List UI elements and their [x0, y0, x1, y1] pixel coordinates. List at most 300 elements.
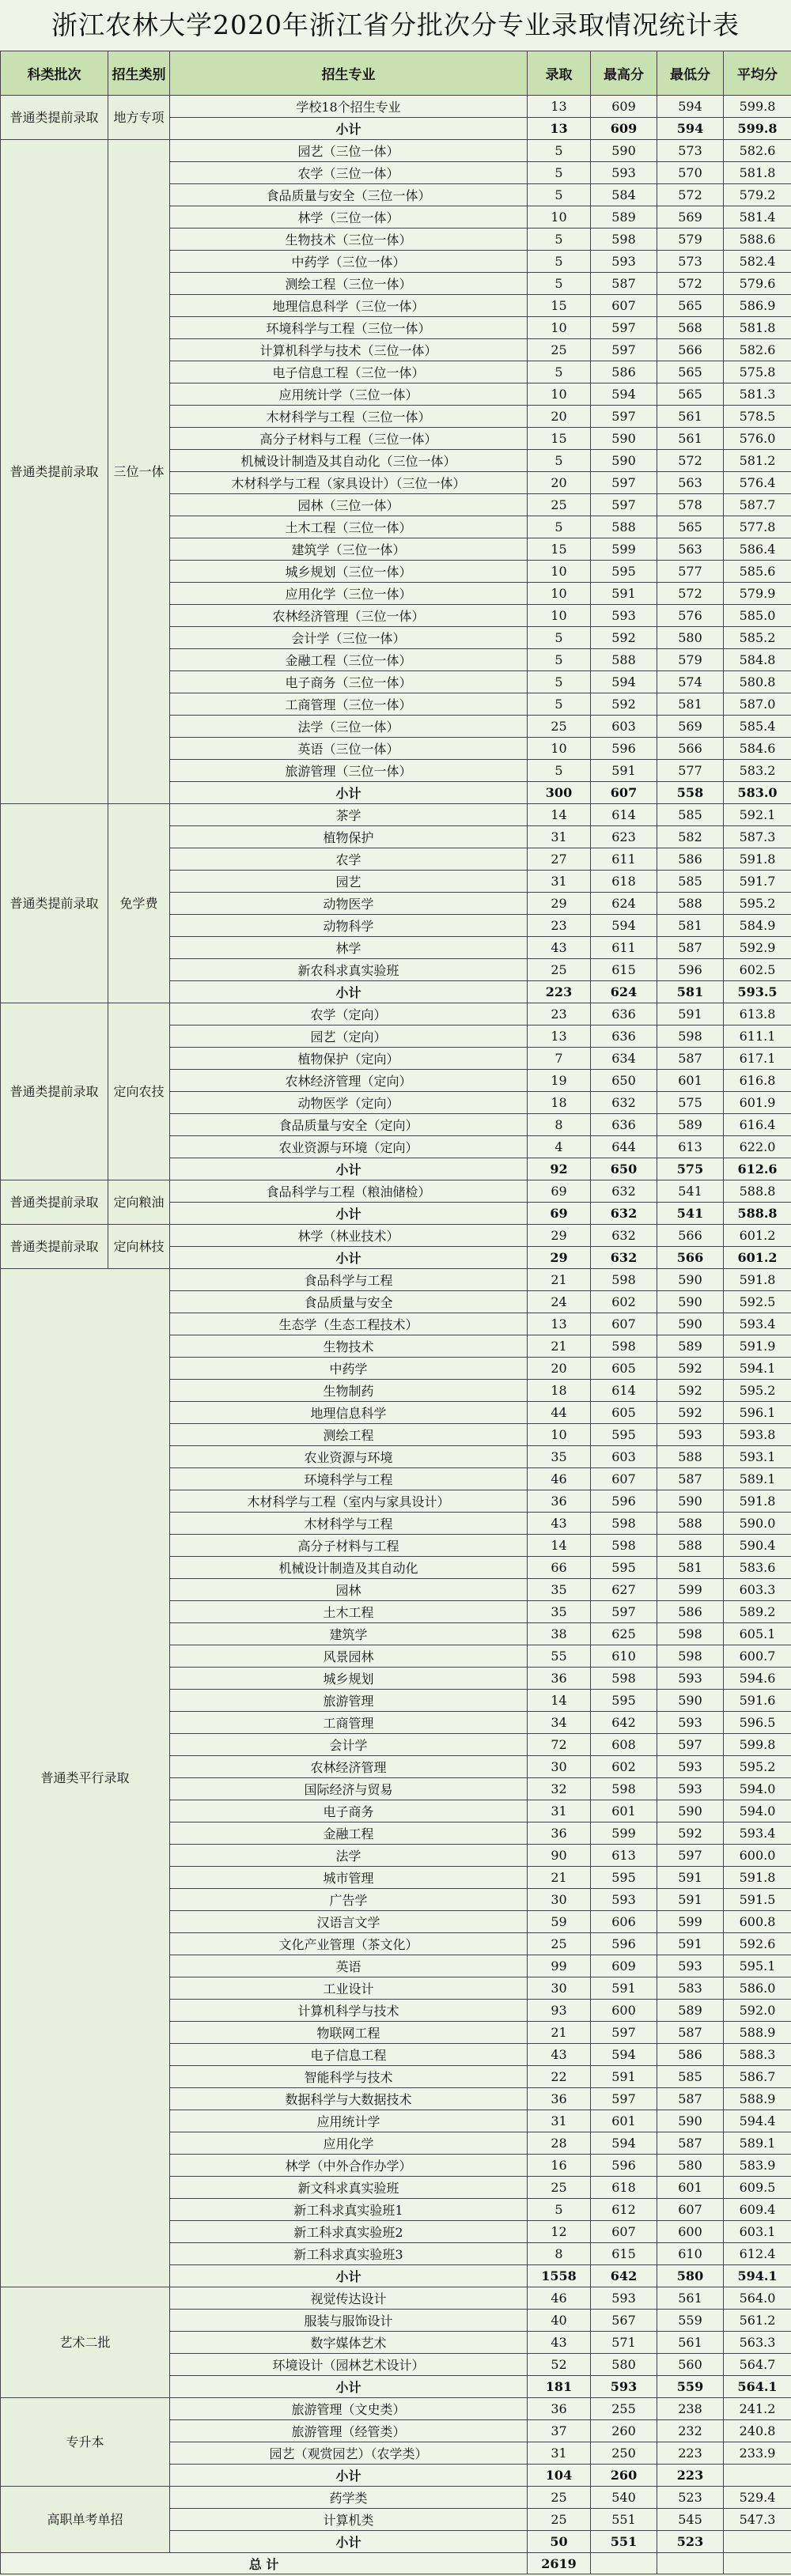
subtotal-count: 92 [528, 1158, 591, 1180]
table-row [1, 2287, 791, 2310]
cell-major: 中药学（三位一体） [170, 251, 528, 273]
cell-min: 238 [657, 2398, 724, 2420]
cell-min: 582 [657, 826, 724, 848]
cell-avg: 588.3 [724, 2044, 791, 2066]
cell-major: 工商管理（三位一体） [170, 693, 528, 716]
header-avg: 平均分 [724, 51, 791, 96]
cell-min: 590 [657, 1269, 724, 1291]
table-row [1, 1003, 791, 1025]
cell-count: 25 [528, 2509, 591, 2531]
cell-max: 540 [591, 2487, 657, 2509]
cell-max: 601 [591, 1800, 657, 1822]
level-cell: 艺术二批 [1, 2287, 170, 2398]
cell-min: 588 [657, 1535, 724, 1557]
cell-avg: 586.0 [724, 1977, 791, 2000]
cell-major: 农林经济管理（三位一体） [170, 605, 528, 627]
cell-max: 618 [591, 2177, 657, 2199]
cell-min: 581 [657, 915, 724, 937]
level-cell: 普通类提前录取 [1, 1003, 108, 1180]
cell-max: 606 [591, 1911, 657, 1933]
cell-avg: 582.6 [724, 339, 791, 361]
cell-avg: 592.0 [724, 2000, 791, 2022]
cell-min: 593 [657, 1712, 724, 1734]
cell-count: 36 [528, 2398, 591, 2420]
cell-avg: 587.0 [724, 693, 791, 716]
cell-count: 66 [528, 1557, 591, 1579]
subtotal-min: 523 [657, 2531, 724, 2553]
subtotal-max: 260 [591, 2465, 657, 2487]
cell-avg: 588.8 [724, 1180, 791, 1203]
cell-avg: 547.3 [724, 2509, 791, 2531]
cell-avg: 596.5 [724, 1712, 791, 1734]
cell-avg: 589.1 [724, 2132, 791, 2155]
cell-avg: 584.8 [724, 649, 791, 671]
cell-major: 应用化学 [170, 2132, 528, 2155]
cell-major: 机械设计制造及其自动化（三位一体） [170, 450, 528, 472]
cell-max: 590 [591, 140, 657, 162]
cell-avg: 594.6 [724, 1668, 791, 1690]
cell-major: 旅游管理 [170, 1690, 528, 1712]
cell-avg: 590.0 [724, 1513, 791, 1535]
cell-max: 602 [591, 1756, 657, 1778]
cell-count: 90 [528, 1845, 591, 1867]
header-min: 最低分 [657, 51, 724, 96]
cell-avg: 581.8 [724, 317, 791, 339]
level-cell: 普通类平行录取 [1, 1269, 170, 2287]
cell-avg: 593.1 [724, 1446, 791, 1468]
cell-count: 12 [528, 2221, 591, 2243]
cell-avg: 622.0 [724, 1136, 791, 1158]
cell-count: 5 [528, 140, 591, 162]
cell-min: 599 [657, 1579, 724, 1601]
cell-major: 服装与服饰设计 [170, 2310, 528, 2332]
cell-count: 24 [528, 1291, 591, 1313]
cell-major: 会计学 [170, 1734, 528, 1756]
cell-max: 642 [591, 1712, 657, 1734]
cell-count: 21 [528, 1269, 591, 1291]
subtotal-max: 593 [591, 2376, 657, 2398]
cell-min: 563 [657, 472, 724, 494]
cell-avg: 578.5 [724, 406, 791, 428]
cell-max: 644 [591, 1136, 657, 1158]
cell-major: 文化产业管理（茶文化） [170, 1933, 528, 1955]
cell-count: 18 [528, 1092, 591, 1114]
total-row [1, 2553, 791, 2574]
cell-min: 590 [657, 1800, 724, 1822]
cell-min: 561 [657, 406, 724, 428]
cell-major: 金融工程 [170, 1822, 528, 1845]
cell-min: 587 [657, 1468, 724, 1490]
cell-min: 593 [657, 1955, 724, 1977]
cell-avg: 586.9 [724, 295, 791, 317]
cell-avg: 590.4 [724, 1535, 791, 1557]
subtotal-count: 29 [528, 1247, 591, 1269]
cell-major: 农学（定向） [170, 1003, 528, 1025]
cell-avg: 595.2 [724, 1380, 791, 1402]
table-row [1, 96, 791, 118]
cell-major: 城乡规划 [170, 1668, 528, 1690]
cell-min: 590 [657, 1490, 724, 1513]
cell-count: 15 [528, 538, 591, 561]
cell-major: 智能科学与技术 [170, 2066, 528, 2088]
subtotal-max: 609 [591, 118, 657, 140]
cell-avg: 241.2 [724, 2398, 791, 2420]
total-count: 2619 [528, 2553, 591, 2574]
cell-avg: 603.1 [724, 2221, 791, 2243]
cell-max: 598 [591, 1269, 657, 1291]
cell-avg: 594.0 [724, 1800, 791, 1822]
cell-min: 590 [657, 1313, 724, 1335]
cell-min: 594 [657, 96, 724, 118]
cell-count: 29 [528, 1225, 591, 1247]
header-major: 招生专业 [170, 51, 528, 96]
cell-max: 586 [591, 361, 657, 383]
cell-major: 土木工程（三位一体） [170, 516, 528, 538]
cell-max: 595 [591, 1557, 657, 1579]
cell-max: 610 [591, 1645, 657, 1668]
cell-avg: 617.1 [724, 1048, 791, 1070]
cell-count: 10 [528, 583, 591, 605]
cell-max: 593 [591, 605, 657, 627]
cell-avg: 591.8 [724, 1490, 791, 1513]
cell-count: 29 [528, 893, 591, 915]
cell-major: 风景园林 [170, 1645, 528, 1668]
cell-min: 585 [657, 871, 724, 893]
cell-avg: 588.9 [724, 2088, 791, 2110]
cell-avg: 594.0 [724, 1778, 791, 1800]
cell-min: 592 [657, 1358, 724, 1380]
cell-max: 618 [591, 871, 657, 893]
cell-count: 36 [528, 2088, 591, 2110]
cell-avg: 582.4 [724, 251, 791, 273]
cell-avg: 581.8 [724, 162, 791, 184]
cell-max: 599 [591, 1822, 657, 1845]
cell-count: 4 [528, 1136, 591, 1158]
cell-count: 5 [528, 184, 591, 206]
cell-major: 计算机类 [170, 2509, 528, 2531]
cell-avg: 563.3 [724, 2332, 791, 2354]
cell-major: 工商管理 [170, 1712, 528, 1734]
cell-count: 18 [528, 1380, 591, 1402]
cell-min: 541 [657, 1180, 724, 1203]
cell-max: 591 [591, 1977, 657, 2000]
cell-count: 25 [528, 1933, 591, 1955]
cell-max: 598 [591, 1668, 657, 1690]
subtotal-min: 559 [657, 2376, 724, 2398]
level-cell: 普通类提前录取 [1, 140, 108, 804]
cell-avg: 595.1 [724, 1955, 791, 1977]
cell-major: 地理信息科学（三位一体） [170, 295, 528, 317]
cell-min: 598 [657, 1025, 724, 1048]
cell-major: 计算机科学与技术 [170, 2000, 528, 2022]
cell-major: 法学 [170, 1845, 528, 1867]
subtotal-min: 580 [657, 2265, 724, 2287]
cell-max: 593 [591, 2287, 657, 2310]
cell-max: 627 [591, 1579, 657, 1601]
cell-max: 595 [591, 561, 657, 583]
subtotal-max: 632 [591, 1247, 657, 1269]
cell-min: 586 [657, 1601, 724, 1623]
cell-major: 新工科求真实验班2 [170, 2221, 528, 2243]
table-row [1, 2398, 791, 2420]
cell-min: 565 [657, 516, 724, 538]
cell-max: 601 [591, 2110, 657, 2132]
cell-major: 会计学（三位一体） [170, 627, 528, 649]
cell-count: 30 [528, 1977, 591, 2000]
cell-major: 建筑学（三位一体） [170, 538, 528, 561]
cell-count: 32 [528, 1778, 591, 1800]
cell-count: 69 [528, 1180, 591, 1203]
cell-count: 40 [528, 2310, 591, 2332]
cell-max: 597 [591, 317, 657, 339]
cell-min: 568 [657, 317, 724, 339]
cell-count: 44 [528, 1402, 591, 1424]
cell-min: 572 [657, 273, 724, 295]
cell-major: 农业资源与环境（定向） [170, 1136, 528, 1158]
subtotal-max: 624 [591, 981, 657, 1003]
cell-min: 597 [657, 1845, 724, 1867]
cell-major: 新文科求真实验班 [170, 2177, 528, 2199]
cell-avg: 585.4 [724, 716, 791, 738]
cell-max: 597 [591, 339, 657, 361]
cell-count: 52 [528, 2354, 591, 2376]
cell-major: 国际经济与贸易 [170, 1778, 528, 1800]
cell-avg: 588.6 [724, 229, 791, 251]
subtotal-label: 小计 [170, 2265, 528, 2287]
cell-count: 93 [528, 2000, 591, 2022]
type-cell: 定向林技 [108, 1225, 170, 1269]
cell-max: 636 [591, 1025, 657, 1048]
cell-max: 650 [591, 1070, 657, 1092]
cell-min: 572 [657, 184, 724, 206]
cell-count: 10 [528, 317, 591, 339]
cell-major: 广告学 [170, 1889, 528, 1911]
type-cell: 地方专项 [108, 96, 170, 140]
cell-count: 38 [528, 1623, 591, 1645]
cell-major: 木材科学与工程（家具设计）（三位一体） [170, 472, 528, 494]
cell-count: 5 [528, 671, 591, 693]
cell-avg: 591.8 [724, 1269, 791, 1291]
cell-min: 523 [657, 2487, 724, 2509]
table-row [1, 1225, 791, 1247]
cell-max: 615 [591, 959, 657, 981]
cell-major: 农业资源与环境 [170, 1446, 528, 1468]
cell-avg: 583.9 [724, 2155, 791, 2177]
cell-max: 614 [591, 804, 657, 826]
cell-major: 生物制药 [170, 1380, 528, 1402]
cell-min: 587 [657, 2088, 724, 2110]
cell-count: 99 [528, 1955, 591, 1977]
subtotal-label: 小计 [170, 118, 528, 140]
cell-count: 30 [528, 1756, 591, 1778]
cell-avg: 581.4 [724, 206, 791, 229]
cell-min: 599 [657, 1911, 724, 1933]
cell-max: 614 [591, 1380, 657, 1402]
cell-count: 21 [528, 1335, 591, 1358]
cell-avg: 589.1 [724, 1468, 791, 1490]
cell-min: 600 [657, 2221, 724, 2243]
table-row [1, 804, 791, 826]
cell-min: 590 [657, 2110, 724, 2132]
cell-max: 260 [591, 2420, 657, 2442]
cell-min: 566 [657, 1225, 724, 1247]
subtotal-min: 575 [657, 1158, 724, 1180]
cell-min: 592 [657, 1402, 724, 1424]
cell-count: 21 [528, 1867, 591, 1889]
cell-avg: 613.8 [724, 1003, 791, 1025]
cell-count: 55 [528, 1645, 591, 1668]
cell-min: 583 [657, 1977, 724, 2000]
level-cell: 普通类提前录取 [1, 1180, 108, 1225]
cell-major: 环境科学与工程 [170, 1468, 528, 1490]
total-label: 总 计 [1, 2553, 528, 2574]
subtotal-min: 558 [657, 782, 724, 804]
cell-max: 592 [591, 693, 657, 716]
header-type: 招生类别 [108, 51, 170, 96]
cell-count: 20 [528, 472, 591, 494]
cell-major: 应用统计学 [170, 2110, 528, 2132]
cell-avg: 583.2 [724, 760, 791, 782]
cell-min: 565 [657, 383, 724, 406]
cell-major: 建筑学 [170, 1623, 528, 1645]
cell-count: 35 [528, 1579, 591, 1601]
cell-min: 601 [657, 2177, 724, 2199]
cell-min: 561 [657, 2332, 724, 2354]
cell-avg: 599.8 [724, 96, 791, 118]
cell-count: 13 [528, 96, 591, 118]
cell-count: 10 [528, 383, 591, 406]
cell-max: 603 [591, 1446, 657, 1468]
cell-count: 43 [528, 937, 591, 959]
cell-count: 15 [528, 428, 591, 450]
cell-avg: 591.5 [724, 1889, 791, 1911]
cell-count: 28 [528, 2132, 591, 2155]
cell-avg: 240.8 [724, 2420, 791, 2442]
cell-min: 232 [657, 2420, 724, 2442]
subtotal-min: 566 [657, 1247, 724, 1269]
subtotal-min: 581 [657, 981, 724, 1003]
cell-max: 611 [591, 937, 657, 959]
cell-max: 607 [591, 1468, 657, 1490]
cell-min: 587 [657, 937, 724, 959]
cell-count: 25 [528, 2177, 591, 2199]
cell-major: 农学 [170, 848, 528, 871]
cell-count: 46 [528, 1468, 591, 1490]
subtotal-avg [724, 2531, 791, 2553]
cell-max: 612 [591, 2199, 657, 2221]
subtotal-label: 小计 [170, 2465, 528, 2487]
cell-min: 601 [657, 1070, 724, 1092]
cell-min: 593 [657, 1668, 724, 1690]
cell-avg: 581.3 [724, 383, 791, 406]
cell-min: 569 [657, 206, 724, 229]
cell-avg: 584.9 [724, 915, 791, 937]
cell-min: 591 [657, 1003, 724, 1025]
cell-min: 586 [657, 2044, 724, 2066]
cell-count: 36 [528, 1668, 591, 1690]
subtotal-count: 50 [528, 2531, 591, 2553]
cell-count: 31 [528, 2442, 591, 2465]
cell-count: 7 [528, 1048, 591, 1070]
cell-max: 599 [591, 538, 657, 561]
cell-avg: 602.5 [724, 959, 791, 981]
cell-avg: 587.3 [724, 826, 791, 848]
cell-avg: 601.9 [724, 1092, 791, 1114]
cell-major: 地理信息科学 [170, 1402, 528, 1424]
cell-major: 学校18个招生专业 [170, 96, 528, 118]
cell-min: 566 [657, 339, 724, 361]
cell-major: 动物医学 [170, 893, 528, 915]
cell-max: 597 [591, 494, 657, 516]
cell-max: 607 [591, 2221, 657, 2243]
cell-avg: 585.0 [724, 605, 791, 627]
cell-major: 林学（中外合作办学） [170, 2155, 528, 2177]
cell-avg: 609.4 [724, 2199, 791, 2221]
cell-major: 汉语言文学 [170, 1911, 528, 1933]
cell-count: 5 [528, 760, 591, 782]
cell-max: 592 [591, 627, 657, 649]
cell-avg: 576.0 [724, 428, 791, 450]
subtotal-count: 1558 [528, 2265, 591, 2287]
cell-max: 594 [591, 915, 657, 937]
cell-major: 生物技术 [170, 1335, 528, 1358]
cell-min: 563 [657, 538, 724, 561]
cell-max: 584 [591, 184, 657, 206]
cell-min: 590 [657, 1291, 724, 1313]
cell-count: 8 [528, 2243, 591, 2265]
cell-major: 金融工程（三位一体） [170, 649, 528, 671]
cell-major: 环境科学与工程（三位一体） [170, 317, 528, 339]
cell-avg: 586.7 [724, 2066, 791, 2088]
cell-min: 592 [657, 1380, 724, 1402]
cell-count: 31 [528, 826, 591, 848]
subtotal-avg [724, 2465, 791, 2487]
cell-min: 588 [657, 1446, 724, 1468]
cell-major: 生态学（生态工程技术） [170, 1313, 528, 1335]
cell-max: 597 [591, 472, 657, 494]
cell-avg: 584.6 [724, 738, 791, 760]
type-cell: 三位一体 [108, 140, 170, 804]
cell-min: 580 [657, 2155, 724, 2177]
cell-max: 613 [591, 1845, 657, 1867]
cell-avg: 605.1 [724, 1623, 791, 1645]
cell-avg: 609.5 [724, 2177, 791, 2199]
cell-avg: 561.2 [724, 2310, 791, 2332]
cell-max: 611 [591, 848, 657, 871]
cell-max: 623 [591, 826, 657, 848]
cell-count: 43 [528, 1513, 591, 1535]
cell-max: 594 [591, 2044, 657, 2066]
cell-max: 598 [591, 1513, 657, 1535]
cell-major: 电子商务（三位一体） [170, 671, 528, 693]
cell-major: 新工科求真实验班3 [170, 2243, 528, 2265]
subtotal-avg: 599.8 [724, 118, 791, 140]
cell-min: 585 [657, 2066, 724, 2088]
cell-major: 木材科学与工程 [170, 1513, 528, 1535]
cell-max: 607 [591, 295, 657, 317]
cell-major: 园艺（观赏园艺）（农学类） [170, 2442, 528, 2465]
subtotal-count: 69 [528, 1203, 591, 1225]
cell-avg: 583.6 [724, 1557, 791, 1579]
cell-major: 旅游管理（三位一体） [170, 760, 528, 782]
cell-count: 14 [528, 1535, 591, 1557]
cell-major: 食品科学与工程 [170, 1269, 528, 1291]
cell-min: 589 [657, 1335, 724, 1358]
cell-min: 566 [657, 738, 724, 760]
level-cell: 普通类提前录取 [1, 96, 108, 140]
cell-count: 37 [528, 2420, 591, 2442]
cell-major: 电子商务 [170, 1800, 528, 1822]
